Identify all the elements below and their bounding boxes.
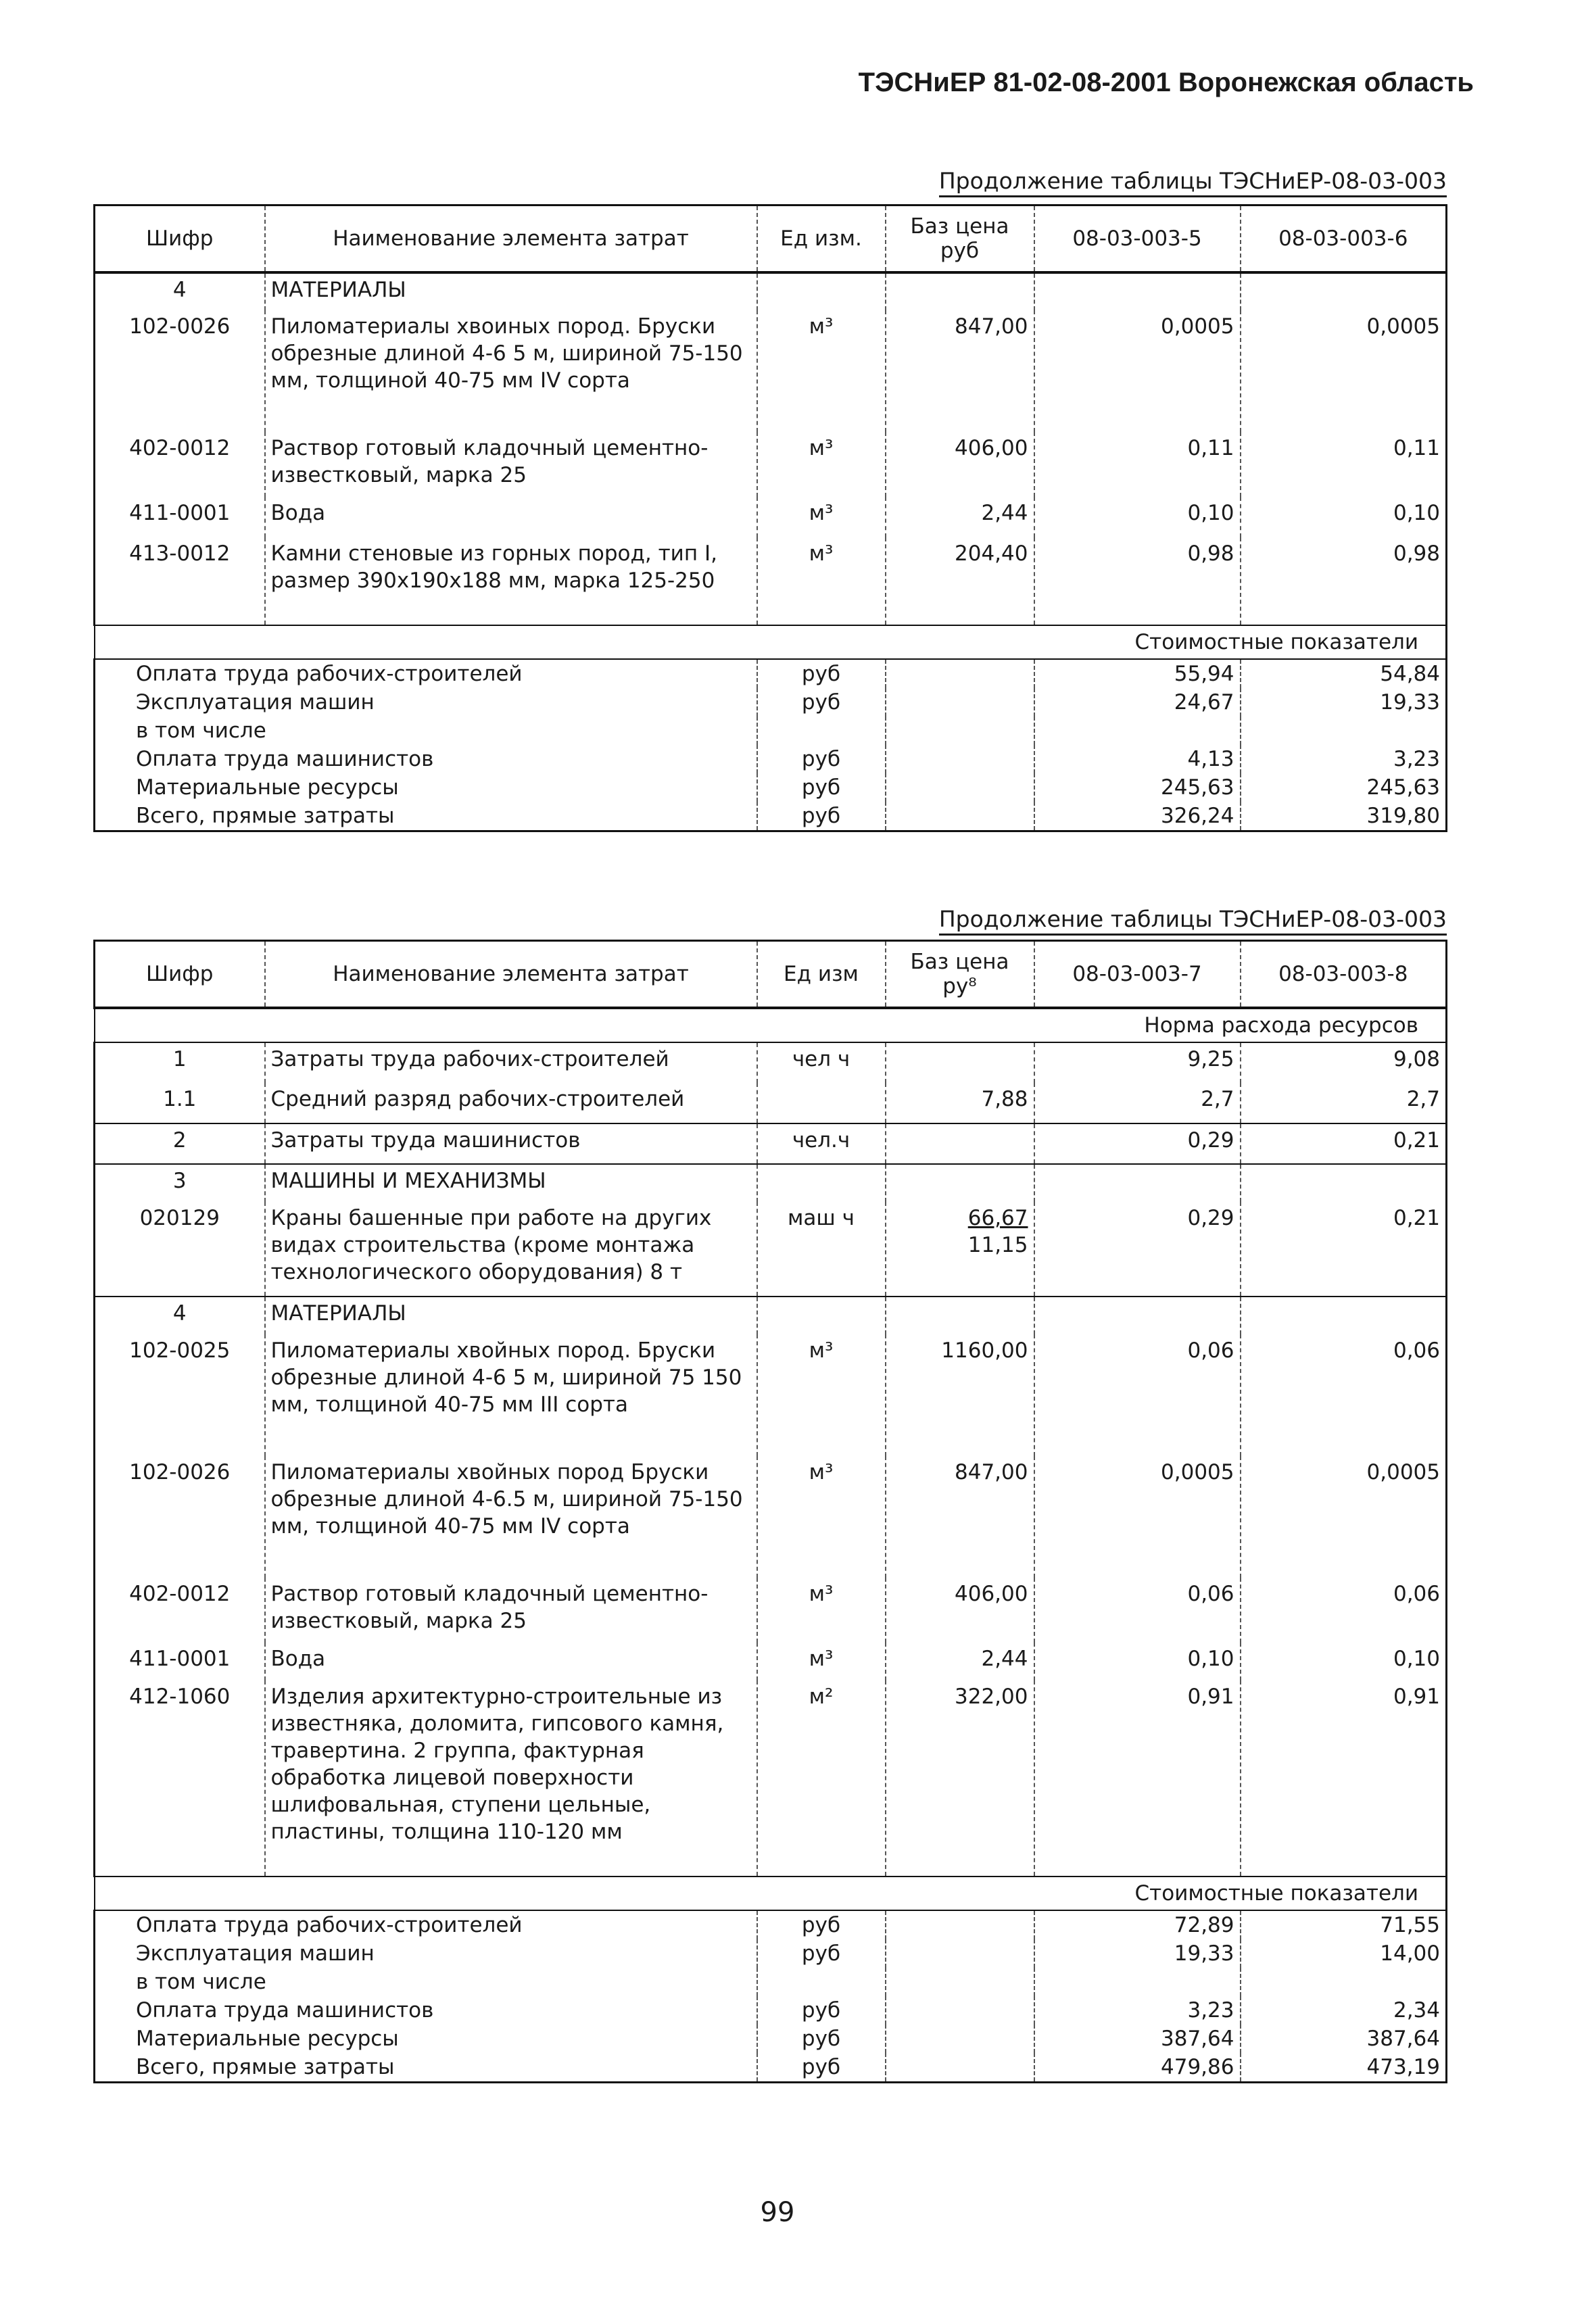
row-unit: м² [757, 1680, 886, 1877]
summary-row [95, 745, 1447, 773]
table1-caption: Продолжение таблицы ТЭСНиЕР-08-03-003 [676, 168, 1447, 194]
row-norm-7: 2,7 [1034, 1083, 1241, 1123]
summary-row [95, 773, 1447, 802]
summary-row [95, 659, 1447, 688]
row-unit: м³ [757, 537, 886, 625]
row-name: Раствор готовый кладочный цементно-известковый, марка 25 [265, 1578, 757, 1643]
row-norm-7: 0,91 [1034, 1680, 1241, 1877]
row-norm-7: 0,29 [1034, 1202, 1241, 1297]
table1 [93, 204, 1447, 832]
table2-caption: Продолжение таблицы ТЭСНиЕР-08-03-003 [676, 906, 1447, 932]
row-unit: м³ [757, 497, 886, 537]
row-price: 406,00 [886, 1578, 1034, 1643]
row-price [886, 1123, 1034, 1164]
summary-name: Эксплуатация машин [95, 688, 757, 717]
row-norm-8: 0,0005 [1241, 1456, 1447, 1578]
summary-row [95, 717, 1447, 745]
summary-value-5: 4,13 [1034, 745, 1241, 773]
table-row [95, 1334, 1447, 1456]
row-code: 402-0012 [95, 1578, 265, 1643]
summary-name: Эксплуатация машин [95, 1939, 757, 1968]
row-name: Средний разряд рабочих-строителей [265, 1083, 757, 1123]
norm-label: Норма расхода ресурсов [95, 1008, 1447, 1042]
row-code: 2 [95, 1123, 265, 1164]
summary-unit: руб [757, 688, 886, 717]
document-header-title: ТЭСНиЕР 81-02-08-2001 Воронежская область [858, 68, 1474, 97]
summary-unit: руб [757, 2053, 886, 2083]
row-unit: маш ч [757, 1202, 886, 1297]
summary-name: в том числе [95, 717, 757, 745]
row-norm-8: 0,21 [1241, 1123, 1447, 1164]
norm-label-row [95, 1008, 1447, 1042]
row-price: 847,00 [886, 1456, 1034, 1578]
row-code: 413-0012 [95, 537, 265, 625]
summary-value-7: 3,23 [1034, 1996, 1241, 2025]
summary-row [95, 1996, 1447, 2025]
row-unit: м³ [757, 1334, 886, 1456]
row-unit: м³ [757, 310, 886, 432]
row-norm-7: 0,06 [1034, 1334, 1241, 1456]
table-row [95, 537, 1447, 625]
price-value: 66,67 [967, 1206, 1028, 1230]
summary-unit: руб [757, 1996, 886, 2025]
row-norm-8: 2,7 [1241, 1083, 1447, 1123]
summary-value-8: 71,55 [1241, 1910, 1447, 1939]
table-row [95, 432, 1447, 497]
row-norm-8: 0,91 [1241, 1680, 1447, 1877]
row-name: Пиломатериалы хвоиных пород. Бруски обрезные длиной 4-6 5 м, шириной 75-150 мм, толщиной 40-75 мм IV сорта [265, 310, 757, 432]
col-header-name: Наименование элемента затрат [265, 205, 757, 273]
summary-value-7: 19,33 [1034, 1939, 1241, 1968]
summary-value-7: 387,64 [1034, 2025, 1241, 2053]
row-code: 402-0012 [95, 432, 265, 497]
col-header-code: Шифр [95, 205, 265, 273]
row-norm-7: 9,25 [1034, 1042, 1241, 1083]
table-row [95, 1297, 1447, 1334]
summary-value-8: 387,64 [1241, 2025, 1447, 2053]
row-unit: м³ [757, 1643, 886, 1680]
row-norm-8: 0,06 [1241, 1334, 1447, 1456]
row-code: 102-0026 [95, 310, 265, 432]
row-norm-6: 0,11 [1241, 432, 1447, 497]
table-row [95, 1643, 1447, 1680]
summary-row [95, 1968, 1447, 1996]
row-code: 4 [95, 272, 265, 310]
summary-row [95, 688, 1447, 717]
row-unit: м³ [757, 1456, 886, 1578]
row-unit: м³ [757, 1578, 886, 1643]
row-name: Вода [265, 497, 757, 537]
row-norm-5: 0,11 [1034, 432, 1241, 497]
col-header-price: Баз цена руб [886, 205, 1034, 273]
row-price: 204,40 [886, 537, 1034, 625]
row-name: Камни стеновые из горных пород, тип I, размер 390x190x188 мм, марка 125-250 [265, 537, 757, 625]
table-row [95, 310, 1447, 432]
row-norm-7: 0,06 [1034, 1578, 1241, 1643]
summary-unit: руб [757, 773, 886, 802]
section-title: МАТЕРИАЛЫ [265, 1297, 757, 1334]
row-price: 1160,00 [886, 1334, 1034, 1456]
row-code: 020129 [95, 1202, 265, 1297]
table-row [95, 1578, 1447, 1643]
row-unit: м³ [757, 432, 886, 497]
summary-value-6: 19,33 [1241, 688, 1447, 717]
summary-value-6: 54,84 [1241, 659, 1447, 688]
row-price: 847,00 [886, 310, 1034, 432]
col-header-norm-5: 08-03-003-5 [1034, 205, 1241, 273]
col-header-price: Баз цена ру⁸ [886, 941, 1034, 1009]
summary-value-5: 55,94 [1034, 659, 1241, 688]
summary-row [95, 2025, 1447, 2053]
row-price [886, 1202, 1034, 1297]
table-row [95, 1083, 1447, 1123]
summary-name: Всего, прямые затраты [95, 2053, 757, 2083]
summary-value-6: 319,80 [1241, 802, 1447, 831]
row-price [886, 1042, 1034, 1083]
section-title: МАШИНЫ И МЕХАНИЗМЫ [265, 1164, 757, 1202]
page-number: 99 [760, 2197, 795, 2228]
row-unit: чел ч [757, 1042, 886, 1083]
summary-row [95, 2053, 1447, 2083]
col-header-name: Наименование элемента затрат [265, 941, 757, 1009]
summary-name: Оплата труда машинистов [95, 745, 757, 773]
row-norm-8: 0,10 [1241, 1643, 1447, 1680]
section-title: МАТЕРИАЛЫ [265, 272, 757, 310]
cost-indicators-label-row [95, 625, 1447, 659]
summary-name: Оплата труда машинистов [95, 1996, 757, 2025]
cost-indicators-label: Стоимостные показатели [95, 625, 1447, 659]
summary-name: Оплата труда рабочих-строителей [95, 1910, 757, 1939]
row-norm-7: 0,29 [1034, 1123, 1241, 1164]
row-norm-7: 0,10 [1034, 1643, 1241, 1680]
table-row [95, 1123, 1447, 1164]
row-code: 1.1 [95, 1083, 265, 1123]
summary-unit: руб [757, 1939, 886, 1968]
row-name: Пиломатериалы хвойных пород. Бруски обрезные длиной 4-6 5 м, шириной 75 150 мм, толщиной 40-75 мм III сорта [265, 1334, 757, 1456]
row-code: 411-0001 [95, 497, 265, 537]
summary-unit: руб [757, 2025, 886, 2053]
cost-indicators-label-row [95, 1877, 1447, 1910]
row-name: Пиломатериалы хвойных пород Бруски обрезные длиной 4-6.5 м, шириной 75-150 мм, толщиной 40-75 мм IV сорта [265, 1456, 757, 1578]
row-norm-8: 0,21 [1241, 1202, 1447, 1297]
row-norm-8: 0,06 [1241, 1578, 1447, 1643]
row-name: Краны башенные при работе на других видах строительства (кроме монтажа технологического оборудования) 8 т [265, 1202, 757, 1297]
summary-name: в том числе [95, 1968, 757, 1996]
col-header-norm-6: 08-03-003-6 [1241, 205, 1447, 273]
row-norm-6: 0,98 [1241, 537, 1447, 625]
summary-value-8: 2,34 [1241, 1996, 1447, 2025]
summary-unit: руб [757, 745, 886, 773]
row-norm-5: 0,0005 [1034, 310, 1241, 432]
row-unit: чел.ч [757, 1123, 886, 1164]
table-row [95, 1202, 1447, 1297]
row-norm-7: 0,0005 [1034, 1456, 1241, 1578]
row-price: 406,00 [886, 432, 1034, 497]
row-code: 412-1060 [95, 1680, 265, 1877]
summary-value-7: 72,89 [1034, 1910, 1241, 1939]
row-norm-5: 0,10 [1034, 497, 1241, 537]
row-price: 2,44 [886, 497, 1034, 537]
row-code: 4 [95, 1297, 265, 1334]
row-unit [757, 1083, 886, 1123]
cost-indicators-label: Стоимостные показатели [95, 1877, 1447, 1910]
summary-name: Материальные ресурсы [95, 2025, 757, 2053]
summary-row [95, 802, 1447, 831]
summary-value-6: 245,63 [1241, 773, 1447, 802]
table-row [95, 1164, 1447, 1202]
table2-header-row [95, 941, 1447, 1009]
summary-value-5: 24,67 [1034, 688, 1241, 717]
summary-unit: руб [757, 659, 886, 688]
summary-value-7: 479,86 [1034, 2053, 1241, 2083]
row-code: 102-0026 [95, 1456, 265, 1578]
col-header-unit: Ед изм. [757, 205, 886, 273]
table-row [95, 1456, 1447, 1578]
summary-name: Материальные ресурсы [95, 773, 757, 802]
col-header-norm-7: 08-03-003-7 [1034, 941, 1241, 1009]
col-header-code: Шифр [95, 941, 265, 1009]
row-price: 7,88 [886, 1083, 1034, 1123]
table-row [95, 497, 1447, 537]
summary-name: Всего, прямые затраты [95, 802, 757, 831]
row-norm-6: 0,10 [1241, 497, 1447, 537]
summary-value-8: 473,19 [1241, 2053, 1447, 2083]
row-name: Затраты труда машинистов [265, 1123, 757, 1164]
row-norm-8: 9,08 [1241, 1042, 1447, 1083]
summary-name: Оплата труда рабочих-строителей [95, 659, 757, 688]
row-name: Затраты труда рабочих-строителей [265, 1042, 757, 1083]
summary-row [95, 1910, 1447, 1939]
row-price: 2,44 [886, 1643, 1034, 1680]
summary-value-8: 14,00 [1241, 1939, 1447, 1968]
summary-value-5: 326,24 [1034, 802, 1241, 831]
summary-value-6: 3,23 [1241, 745, 1447, 773]
row-code: 1 [95, 1042, 265, 1083]
table2 [93, 940, 1447, 2083]
row-name: Вода [265, 1643, 757, 1680]
row-name: Раствор готовый кладочный цементно-известковый, марка 25 [265, 432, 757, 497]
table1-header-row [95, 205, 1447, 273]
table-row [95, 1680, 1447, 1877]
summary-unit: руб [757, 1910, 886, 1939]
summary-row [95, 1939, 1447, 1968]
table-row [95, 272, 1447, 310]
row-name: Изделия архитектурно-строительные из известняка, доломита, гипсового камня, травертина. 2 группа, фактурная обработка лицевой поверхности шлифовальная, ступени цельные, пластины, толщина 110-120 мм [265, 1680, 757, 1877]
summary-value-5: 245,63 [1034, 773, 1241, 802]
row-code: 411-0001 [95, 1643, 265, 1680]
row-code: 102-0025 [95, 1334, 265, 1456]
summary-unit: руб [757, 802, 886, 831]
row-norm-6: 0,0005 [1241, 310, 1447, 432]
row-price: 322,00 [886, 1680, 1034, 1877]
table-row [95, 1042, 1447, 1083]
col-header-unit: Ед изм [757, 941, 886, 1009]
price-value-secondary: 11,15 [967, 1233, 1028, 1257]
row-code: 3 [95, 1164, 265, 1202]
row-norm-5: 0,98 [1034, 537, 1241, 625]
col-header-norm-8: 08-03-003-8 [1241, 941, 1447, 1009]
